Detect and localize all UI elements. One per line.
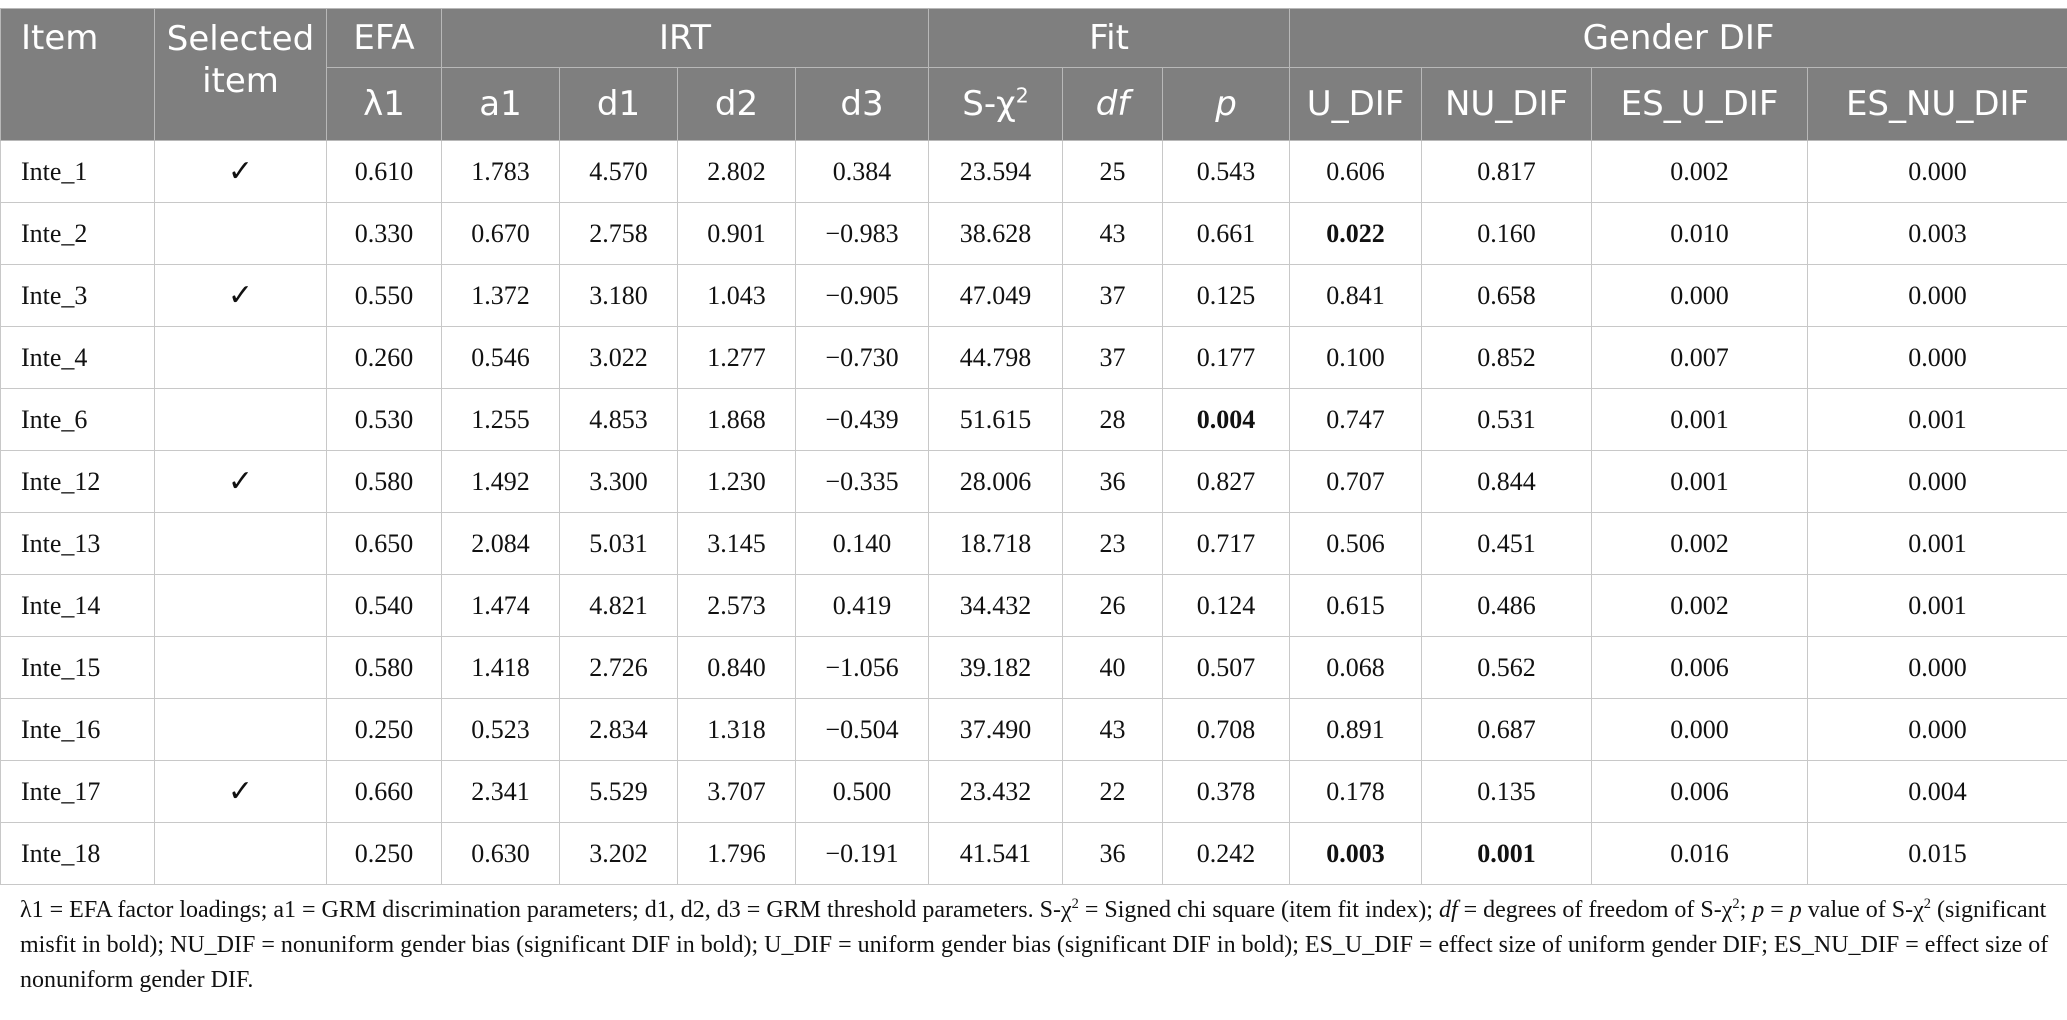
header-s-chi-sup: 2 [1015, 83, 1029, 108]
table-body [1, 141, 2067, 885]
cell-lambda1: 0.610 [327, 141, 442, 203]
cell-u-dif: 0.506 [1290, 513, 1422, 575]
cell-u-dif: 0.003 [1290, 823, 1422, 885]
cell-df: 37 [1063, 327, 1163, 389]
cell-a1: 2.341 [442, 761, 560, 823]
cell-item: Inte_1 [1, 141, 155, 203]
cell-s-chi-square: 47.049 [929, 265, 1063, 327]
cell-d1: 4.853 [560, 389, 678, 451]
cell-d2: 3.145 [678, 513, 796, 575]
cell-a1: 1.418 [442, 637, 560, 699]
cell-lambda1: 0.330 [327, 203, 442, 265]
header-a1: a1 [442, 68, 560, 141]
cell-es-u-dif: 0.000 [1592, 265, 1808, 327]
cell-d1: 2.758 [560, 203, 678, 265]
results-table [0, 8, 2067, 885]
cell-nu-dif: 0.658 [1422, 265, 1592, 327]
cell-d1: 3.202 [560, 823, 678, 885]
cell-nu-dif: 0.001 [1422, 823, 1592, 885]
table-row [1, 575, 2067, 637]
cell-p-value: 0.242 [1163, 823, 1290, 885]
cell-item: Inte_3 [1, 265, 155, 327]
header-p-label: p [1215, 84, 1237, 124]
cell-nu-dif: 0.844 [1422, 451, 1592, 513]
cell-item: Inte_2 [1, 203, 155, 265]
cell-df: 22 [1063, 761, 1163, 823]
cell-es-nu-dif: 0.000 [1808, 141, 2067, 203]
cell-item: Inte_6 [1, 389, 155, 451]
cell-es-u-dif: 0.001 [1592, 451, 1808, 513]
footnote-part3: = degrees of freedom of S-χ [1457, 897, 1733, 923]
cell-d3: −0.335 [796, 451, 929, 513]
cell-es-u-dif: 0.001 [1592, 389, 1808, 451]
cell-d2: 1.277 [678, 327, 796, 389]
cell-d1: 4.821 [560, 575, 678, 637]
cell-d2: 0.901 [678, 203, 796, 265]
cell-es-u-dif: 0.006 [1592, 637, 1808, 699]
cell-item: Inte_15 [1, 637, 155, 699]
cell-d2: 1.796 [678, 823, 796, 885]
checkmark-icon: ✓ [155, 761, 327, 823]
cell-u-dif: 0.747 [1290, 389, 1422, 451]
cell-lambda1: 0.250 [327, 699, 442, 761]
cell-d3: −0.905 [796, 265, 929, 327]
cell-es-nu-dif: 0.001 [1808, 513, 2067, 575]
cell-d1: 2.726 [560, 637, 678, 699]
cell-nu-dif: 0.451 [1422, 513, 1592, 575]
cell-p-value: 0.177 [1163, 327, 1290, 389]
cell-selected-empty [155, 389, 327, 451]
cell-df: 43 [1063, 203, 1163, 265]
cell-p-value: 0.827 [1163, 451, 1290, 513]
cell-selected-empty [155, 575, 327, 637]
cell-es-nu-dif: 0.000 [1808, 637, 2067, 699]
cell-lambda1: 0.650 [327, 513, 442, 575]
header-selected-line2: item [202, 61, 279, 101]
cell-d3: −0.191 [796, 823, 929, 885]
cell-selected-empty [155, 203, 327, 265]
cell-s-chi-square: 23.594 [929, 141, 1063, 203]
header-df [1063, 68, 1163, 141]
cell-df: 36 [1063, 451, 1163, 513]
cell-a1: 2.084 [442, 513, 560, 575]
table-row [1, 451, 2067, 513]
cell-es-u-dif: 0.016 [1592, 823, 1808, 885]
cell-s-chi-square: 37.490 [929, 699, 1063, 761]
cell-es-nu-dif: 0.000 [1808, 451, 2067, 513]
cell-selected-empty [155, 637, 327, 699]
cell-p-value: 0.124 [1163, 575, 1290, 637]
cell-d2: 3.707 [678, 761, 796, 823]
header-es-u-dif: ES_U_DIF [1592, 68, 1808, 141]
footnote-sup3: 2 [1923, 896, 1931, 912]
cell-nu-dif: 0.687 [1422, 699, 1592, 761]
cell-item: Inte_18 [1, 823, 155, 885]
header-u-dif: U_DIF [1290, 68, 1422, 141]
cell-d3: −1.056 [796, 637, 929, 699]
cell-d2: 1.868 [678, 389, 796, 451]
cell-nu-dif: 0.852 [1422, 327, 1592, 389]
footnote-part5: = [1764, 897, 1790, 923]
cell-d3: −0.504 [796, 699, 929, 761]
cell-nu-dif: 0.160 [1422, 203, 1592, 265]
cell-selected-empty [155, 823, 327, 885]
cell-d2: 2.573 [678, 575, 796, 637]
header-es-nu-dif: ES_NU_DIF [1808, 68, 2067, 141]
header-d1: d1 [560, 68, 678, 141]
cell-selected-empty [155, 327, 327, 389]
cell-es-nu-dif: 0.003 [1808, 203, 2067, 265]
cell-a1: 1.372 [442, 265, 560, 327]
cell-u-dif: 0.100 [1290, 327, 1422, 389]
header-fit: Fit [929, 9, 1290, 68]
table-row [1, 823, 2067, 885]
header-d3: d3 [796, 68, 929, 141]
cell-p-value: 0.717 [1163, 513, 1290, 575]
cell-item: Inte_12 [1, 451, 155, 513]
header-group-row [1, 9, 2067, 68]
cell-a1: 0.630 [442, 823, 560, 885]
cell-d2: 1.043 [678, 265, 796, 327]
cell-df: 26 [1063, 575, 1163, 637]
cell-u-dif: 0.178 [1290, 761, 1422, 823]
cell-item: Inte_14 [1, 575, 155, 637]
checkmark-icon: ✓ [155, 141, 327, 203]
table-row [1, 699, 2067, 761]
cell-p-value: 0.543 [1163, 141, 1290, 203]
cell-d1: 3.022 [560, 327, 678, 389]
cell-s-chi-square: 41.541 [929, 823, 1063, 885]
table-row [1, 203, 2067, 265]
header-lambda1: λ1 [327, 68, 442, 141]
cell-p-value: 0.661 [1163, 203, 1290, 265]
cell-d1: 5.031 [560, 513, 678, 575]
cell-lambda1: 0.540 [327, 575, 442, 637]
cell-d2: 2.802 [678, 141, 796, 203]
header-p [1163, 68, 1290, 141]
table-row [1, 141, 2067, 203]
cell-es-nu-dif: 0.001 [1808, 575, 2067, 637]
cell-es-u-dif: 0.010 [1592, 203, 1808, 265]
footnote-df-term: df [1438, 897, 1458, 923]
cell-df: 23 [1063, 513, 1163, 575]
cell-u-dif: 0.022 [1290, 203, 1422, 265]
header-s-chi-base: S-χ [962, 84, 1016, 124]
cell-es-nu-dif: 0.015 [1808, 823, 2067, 885]
cell-s-chi-square: 28.006 [929, 451, 1063, 513]
header-irt: IRT [442, 9, 929, 68]
cell-df: 37 [1063, 265, 1163, 327]
cell-item: Inte_13 [1, 513, 155, 575]
cell-es-u-dif: 0.000 [1592, 699, 1808, 761]
cell-lambda1: 0.550 [327, 265, 442, 327]
cell-d3: 0.140 [796, 513, 929, 575]
footnote-sup2: 2 [1732, 896, 1740, 912]
table-row [1, 637, 2067, 699]
cell-d3: −0.983 [796, 203, 929, 265]
footnote-part2: = Signed chi square (item fit index); [1078, 897, 1439, 923]
cell-d1: 5.529 [560, 761, 678, 823]
cell-p-value: 0.125 [1163, 265, 1290, 327]
cell-p-value: 0.004 [1163, 389, 1290, 451]
cell-item: Inte_16 [1, 699, 155, 761]
cell-es-u-dif: 0.007 [1592, 327, 1808, 389]
table-row [1, 389, 2067, 451]
cell-selected-empty [155, 513, 327, 575]
checkmark-icon: ✓ [155, 451, 327, 513]
cell-a1: 1.492 [442, 451, 560, 513]
cell-s-chi-square: 51.615 [929, 389, 1063, 451]
cell-s-chi-square: 44.798 [929, 327, 1063, 389]
cell-lambda1: 0.530 [327, 389, 442, 451]
cell-d3: 0.419 [796, 575, 929, 637]
cell-d1: 4.570 [560, 141, 678, 203]
cell-p-value: 0.378 [1163, 761, 1290, 823]
table-row [1, 513, 2067, 575]
cell-p-value: 0.708 [1163, 699, 1290, 761]
header-nu-dif: NU_DIF [1422, 68, 1592, 141]
header-d2: d2 [678, 68, 796, 141]
header-df-label: df [1095, 84, 1130, 124]
cell-s-chi-square: 18.718 [929, 513, 1063, 575]
cell-nu-dif: 0.486 [1422, 575, 1592, 637]
table-row [1, 265, 2067, 327]
cell-u-dif: 0.606 [1290, 141, 1422, 203]
cell-df: 43 [1063, 699, 1163, 761]
cell-u-dif: 0.615 [1290, 575, 1422, 637]
cell-d1: 3.180 [560, 265, 678, 327]
cell-df: 25 [1063, 141, 1163, 203]
cell-lambda1: 0.580 [327, 637, 442, 699]
cell-es-u-dif: 0.002 [1592, 575, 1808, 637]
cell-d1: 2.834 [560, 699, 678, 761]
cell-lambda1: 0.660 [327, 761, 442, 823]
cell-item: Inte_17 [1, 761, 155, 823]
cell-lambda1: 0.580 [327, 451, 442, 513]
footnote-part6: value of S-χ [1801, 897, 1924, 923]
cell-d3: 0.384 [796, 141, 929, 203]
cell-nu-dif: 0.562 [1422, 637, 1592, 699]
cell-d3: −0.730 [796, 327, 929, 389]
cell-u-dif: 0.841 [1290, 265, 1422, 327]
cell-es-nu-dif: 0.000 [1808, 265, 2067, 327]
table-footnote [20, 893, 2055, 998]
cell-es-nu-dif: 0.000 [1808, 699, 2067, 761]
checkmark-icon: ✓ [155, 265, 327, 327]
cell-a1: 1.474 [442, 575, 560, 637]
cell-es-nu-dif: 0.004 [1808, 761, 2067, 823]
header-selected-line1: Selected [166, 19, 315, 59]
cell-es-u-dif: 0.002 [1592, 141, 1808, 203]
header-item: Item [1, 9, 155, 141]
cell-lambda1: 0.250 [327, 823, 442, 885]
header-selected-item [155, 9, 327, 141]
cell-u-dif: 0.068 [1290, 637, 1422, 699]
cell-nu-dif: 0.531 [1422, 389, 1592, 451]
cell-a1: 1.783 [442, 141, 560, 203]
cell-a1: 0.670 [442, 203, 560, 265]
cell-s-chi-square: 38.628 [929, 203, 1063, 265]
footnote-part1: λ1 = EFA factor loadings; a1 = GRM discrimination parameters; d1, d2, d3 = GRM threshold parameters. S-χ [20, 897, 1072, 923]
cell-a1: 1.255 [442, 389, 560, 451]
cell-p-value: 0.507 [1163, 637, 1290, 699]
header-s-chi-square [929, 68, 1063, 141]
cell-d1: 3.300 [560, 451, 678, 513]
cell-item: Inte_4 [1, 327, 155, 389]
table-row [1, 761, 2067, 823]
cell-a1: 0.546 [442, 327, 560, 389]
cell-es-nu-dif: 0.000 [1808, 327, 2067, 389]
cell-d2: 1.230 [678, 451, 796, 513]
cell-s-chi-square: 39.182 [929, 637, 1063, 699]
table-row [1, 327, 2067, 389]
footnote-sup1: 2 [1071, 896, 1079, 912]
cell-d2: 1.318 [678, 699, 796, 761]
cell-u-dif: 0.707 [1290, 451, 1422, 513]
cell-nu-dif: 0.817 [1422, 141, 1592, 203]
cell-d3: 0.500 [796, 761, 929, 823]
cell-es-u-dif: 0.006 [1592, 761, 1808, 823]
cell-nu-dif: 0.135 [1422, 761, 1592, 823]
header-efa: EFA [327, 9, 442, 68]
cell-df: 28 [1063, 389, 1163, 451]
footnote-part4: ; [1739, 897, 1753, 923]
cell-u-dif: 0.891 [1290, 699, 1422, 761]
cell-df: 40 [1063, 637, 1163, 699]
footnote-part7: (significant misfit in bold); NU_DIF = nonuniform gender bias (significant DIF in bold); U_DIF = uniform gender bias (significant DIF in bold); ES_U_DIF = effect size of uniform gender DIF; ES_NU_DIF = effect size of nonuniform gender DIF. [20, 897, 2049, 993]
cell-d3: −0.439 [796, 389, 929, 451]
footnote-p-term2: p [1789, 897, 1802, 923]
cell-es-nu-dif: 0.001 [1808, 389, 2067, 451]
cell-selected-empty [155, 699, 327, 761]
cell-lambda1: 0.260 [327, 327, 442, 389]
table-header [1, 9, 2067, 141]
header-gender-dif: Gender DIF [1290, 9, 2067, 68]
cell-a1: 0.523 [442, 699, 560, 761]
cell-s-chi-square: 23.432 [929, 761, 1063, 823]
cell-s-chi-square: 34.432 [929, 575, 1063, 637]
cell-d2: 0.840 [678, 637, 796, 699]
cell-df: 36 [1063, 823, 1163, 885]
cell-es-u-dif: 0.002 [1592, 513, 1808, 575]
footnote-p-term1: p [1752, 897, 1765, 923]
